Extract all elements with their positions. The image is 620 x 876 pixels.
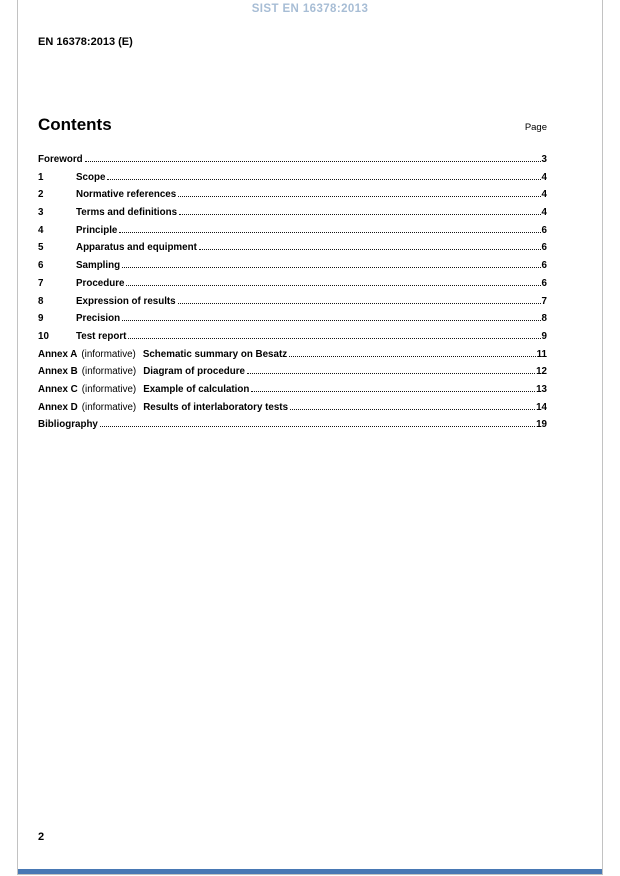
toc-entry-informative-label: (informative) — [81, 366, 137, 378]
toc-entry-annex-label: Annex D — [38, 401, 78, 413]
toc-entry-number: 1 — [38, 171, 44, 183]
page-number: 2 — [38, 831, 45, 843]
toc-entry-page: 8 — [541, 313, 547, 325]
toc-leader-dots — [290, 409, 535, 410]
toc-entry-title: Results of interlaboratory tests — [143, 401, 289, 413]
toc-entry — [38, 399, 547, 417]
toc-leader-dots — [289, 356, 536, 357]
toc-entry-page: 9 — [541, 330, 547, 342]
toc-entry-page: 6 — [541, 224, 547, 236]
toc-entry-title: Scope — [76, 171, 106, 183]
toc-entry — [38, 346, 547, 364]
toc-entry-page: 7 — [541, 295, 547, 307]
page-column-label: Page — [524, 122, 547, 133]
toc-leader-dots — [85, 161, 541, 162]
toc-entry-page: 13 — [536, 383, 547, 395]
toc-entry-title: Foreword — [38, 154, 83, 165]
toc-entry-annex-label: Annex A — [38, 348, 78, 360]
toc-entry-page: 3 — [541, 154, 547, 165]
toc-entry-title: Principle — [76, 224, 118, 236]
toc-entry-number: 5 — [38, 242, 44, 254]
toc-leader-dots — [122, 267, 540, 268]
toc-entry-title: Test report — [76, 330, 127, 342]
toc-entry — [38, 328, 547, 346]
toc-leader-dots — [178, 196, 540, 197]
toc-entry-number: 4 — [38, 224, 44, 236]
toc-entry — [38, 186, 547, 204]
toc-entry-page: 6 — [541, 260, 547, 272]
contents-header-row — [38, 115, 547, 135]
toc-entry-page: 4 — [541, 207, 547, 219]
toc-entry-title: Diagram of procedure — [143, 366, 246, 378]
toc-entry-informative-label: (informative) — [81, 383, 137, 395]
toc-entry-number: 10 — [38, 330, 49, 342]
toc-leader-dots — [107, 179, 540, 180]
bottom-accent-bar — [18, 869, 602, 874]
toc-entry-title: Expression of results — [76, 295, 176, 307]
toc-entry-page: 14 — [536, 401, 547, 413]
toc-entry-page: 11 — [536, 348, 547, 360]
contents-heading: Contents — [38, 115, 112, 134]
toc-entry — [38, 151, 547, 169]
toc-entry-title: Bibliography — [38, 419, 98, 431]
toc-entry-title: Apparatus and equipment — [76, 242, 197, 254]
toc-leader-dots — [199, 249, 541, 250]
toc-entry — [38, 204, 547, 222]
sist-watermark-header: SIST EN 16378:2013 — [251, 3, 369, 15]
toc-entry-informative-label: (informative) — [81, 401, 137, 413]
toc-leader-dots — [119, 232, 540, 233]
toc-entry — [38, 363, 547, 381]
toc-leader-dots — [128, 338, 540, 339]
toc-entry — [38, 293, 547, 311]
toc-entry-title: Sampling — [76, 260, 121, 272]
toc-entry — [38, 257, 547, 275]
toc-entry-number: 2 — [38, 189, 44, 201]
toc-entry-title: Schematic summary on Besatz — [142, 348, 288, 360]
toc-entry-page: 19 — [536, 419, 547, 431]
document-reference: EN 16378:2013 (E) — [38, 36, 133, 48]
table-of-contents — [38, 151, 547, 434]
toc-entry — [38, 222, 547, 240]
toc-entry-number: 9 — [38, 313, 44, 325]
toc-leader-dots — [179, 214, 540, 215]
toc-entry-page: 6 — [541, 242, 547, 254]
toc-entry — [38, 381, 547, 399]
toc-entry-title: Procedure — [76, 277, 125, 289]
toc-leader-dots — [122, 320, 540, 321]
toc-entry-page: 6 — [541, 277, 547, 289]
toc-entry-page: 4 — [541, 171, 547, 183]
toc-entry — [38, 239, 547, 257]
toc-leader-dots — [247, 373, 535, 374]
toc-entry-title: Terms and definitions — [76, 207, 178, 219]
toc-entry-number: 6 — [38, 260, 44, 272]
toc-entry-annex-label: Annex C — [38, 383, 78, 395]
toc-entry-page: 4 — [541, 189, 547, 201]
toc-entry-number: 7 — [38, 277, 44, 289]
toc-entry-informative-label: (informative) — [81, 348, 136, 360]
toc-leader-dots — [178, 303, 541, 304]
toc-entry-title: Normative references — [76, 189, 177, 201]
toc-entry-title: Example of calculation — [143, 383, 250, 395]
toc-entry-annex-label: Annex B — [38, 366, 78, 378]
toc-entry-number: 3 — [38, 207, 44, 219]
toc-entry — [38, 416, 547, 434]
toc-leader-dots — [126, 285, 540, 286]
toc-entry — [38, 169, 547, 187]
toc-entry-title: Precision — [76, 313, 121, 325]
toc-entry-page: 12 — [536, 366, 547, 378]
toc-entry-number: 8 — [38, 295, 44, 307]
toc-leader-dots — [100, 426, 535, 427]
toc-leader-dots — [251, 391, 535, 392]
toc-entry — [38, 310, 547, 328]
toc-entry — [38, 275, 547, 293]
